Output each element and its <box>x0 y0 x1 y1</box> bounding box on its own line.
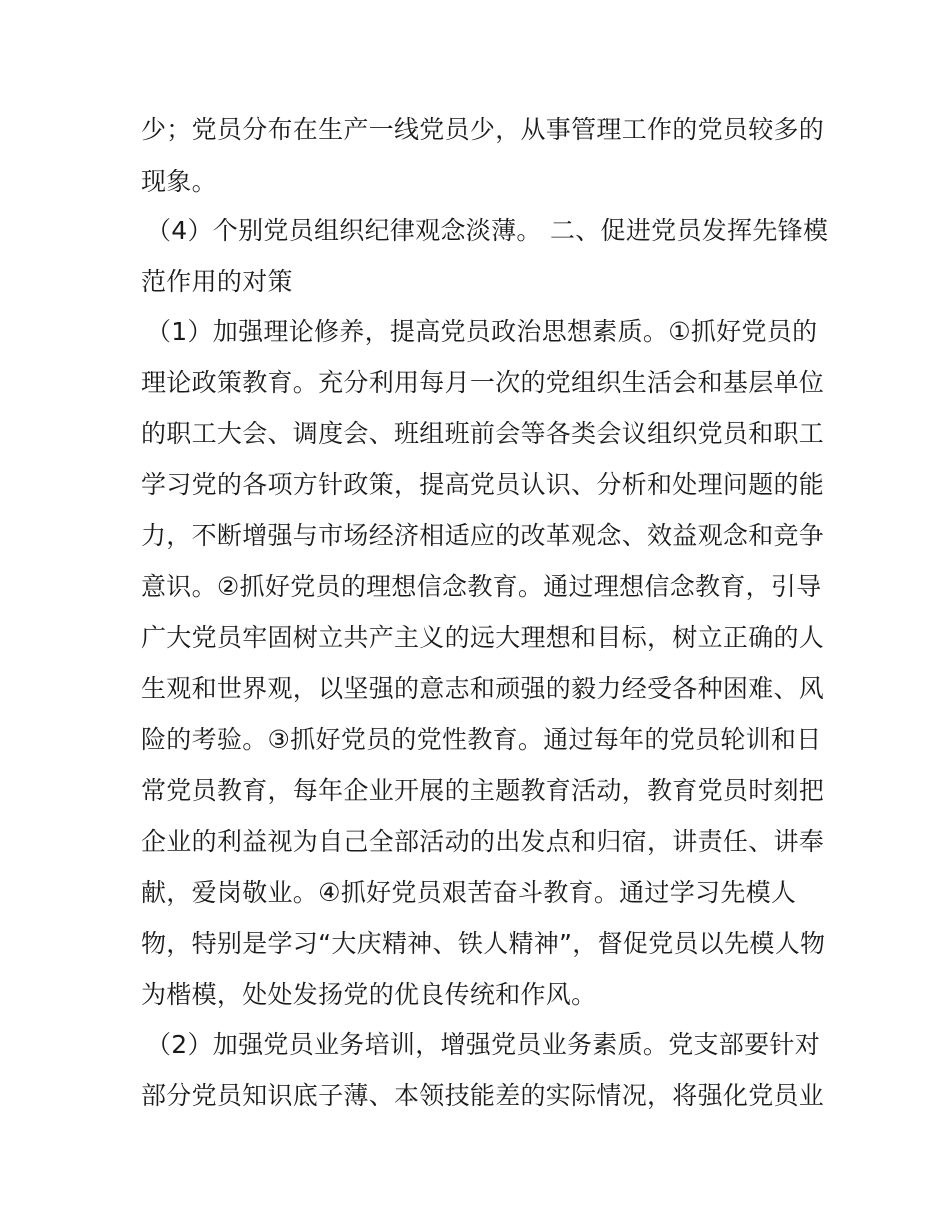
text-line-18: 为楷模，处处发扬党的优良传统和作风。 <box>141 980 597 1009</box>
text-line-14: 常党员教育，每年企业开展的主题教育活动，教育党员时刻把 <box>141 776 825 805</box>
text-line-3: （4）个别党员组织纪律观念淡薄。 二、促进党员发挥先锋模 <box>146 216 829 245</box>
text-line-2: 现象。 <box>141 167 217 196</box>
text-line-1: 少；党员分布在生产一线党员少，从事管理工作的党员较多的 <box>141 115 825 144</box>
text-line-11: 广大党员牢固树立共产主义的远大理想和目标，树立正确的人 <box>141 623 825 652</box>
text-line-15: 企业的利益视为自己全部活动的出发点和归宿，讲责任、讲奉 <box>141 827 825 856</box>
text-line-19: （2）加强党员业务培训，增强党员业务素质。党支部要针对 <box>146 1030 821 1059</box>
text-line-10: 意识。②抓好党员的理想信念教育。通过理想信念教育，引导 <box>141 572 822 601</box>
text-line-12: 生观和世界观，以坚强的意志和顽强的毅力经受各种困难、风 <box>141 674 825 703</box>
text-line-16: 献，爱岗敬业。④抓好党员艰苦奋斗教育。通过学习先模人 <box>141 878 797 907</box>
text-line-9: 力，不断增强与市场经济相适应的改革观念、效益观念和竞争 <box>141 521 825 550</box>
text-line-5: （1）加强理论修养，提高党员政治思想素质。①抓好党员的 <box>146 317 818 346</box>
text-line-17: 物，特别是学习“大庆精神、铁人精神”，督促党员以先模人物 <box>141 929 826 958</box>
text-line-13: 险的考验。③抓好党员的党性教育。通过每年的党员轮训和日 <box>141 725 822 754</box>
text-line-4: 范作用的对策 <box>141 267 293 296</box>
text-line-8: 学习党的各项方针政策，提高党员认识、分析和处理问题的能 <box>141 470 825 499</box>
text-line-20: 部分党员知识底子薄、本领技能差的实际情况，将强化党员业 <box>141 1081 825 1110</box>
text-line-6: 理论政策教育。充分利用每月一次的党组织生活会和基层单位 <box>141 368 825 397</box>
text-line-7: 的职工大会、调度会、班组班前会等各类会议组织党员和职工 <box>141 419 825 448</box>
